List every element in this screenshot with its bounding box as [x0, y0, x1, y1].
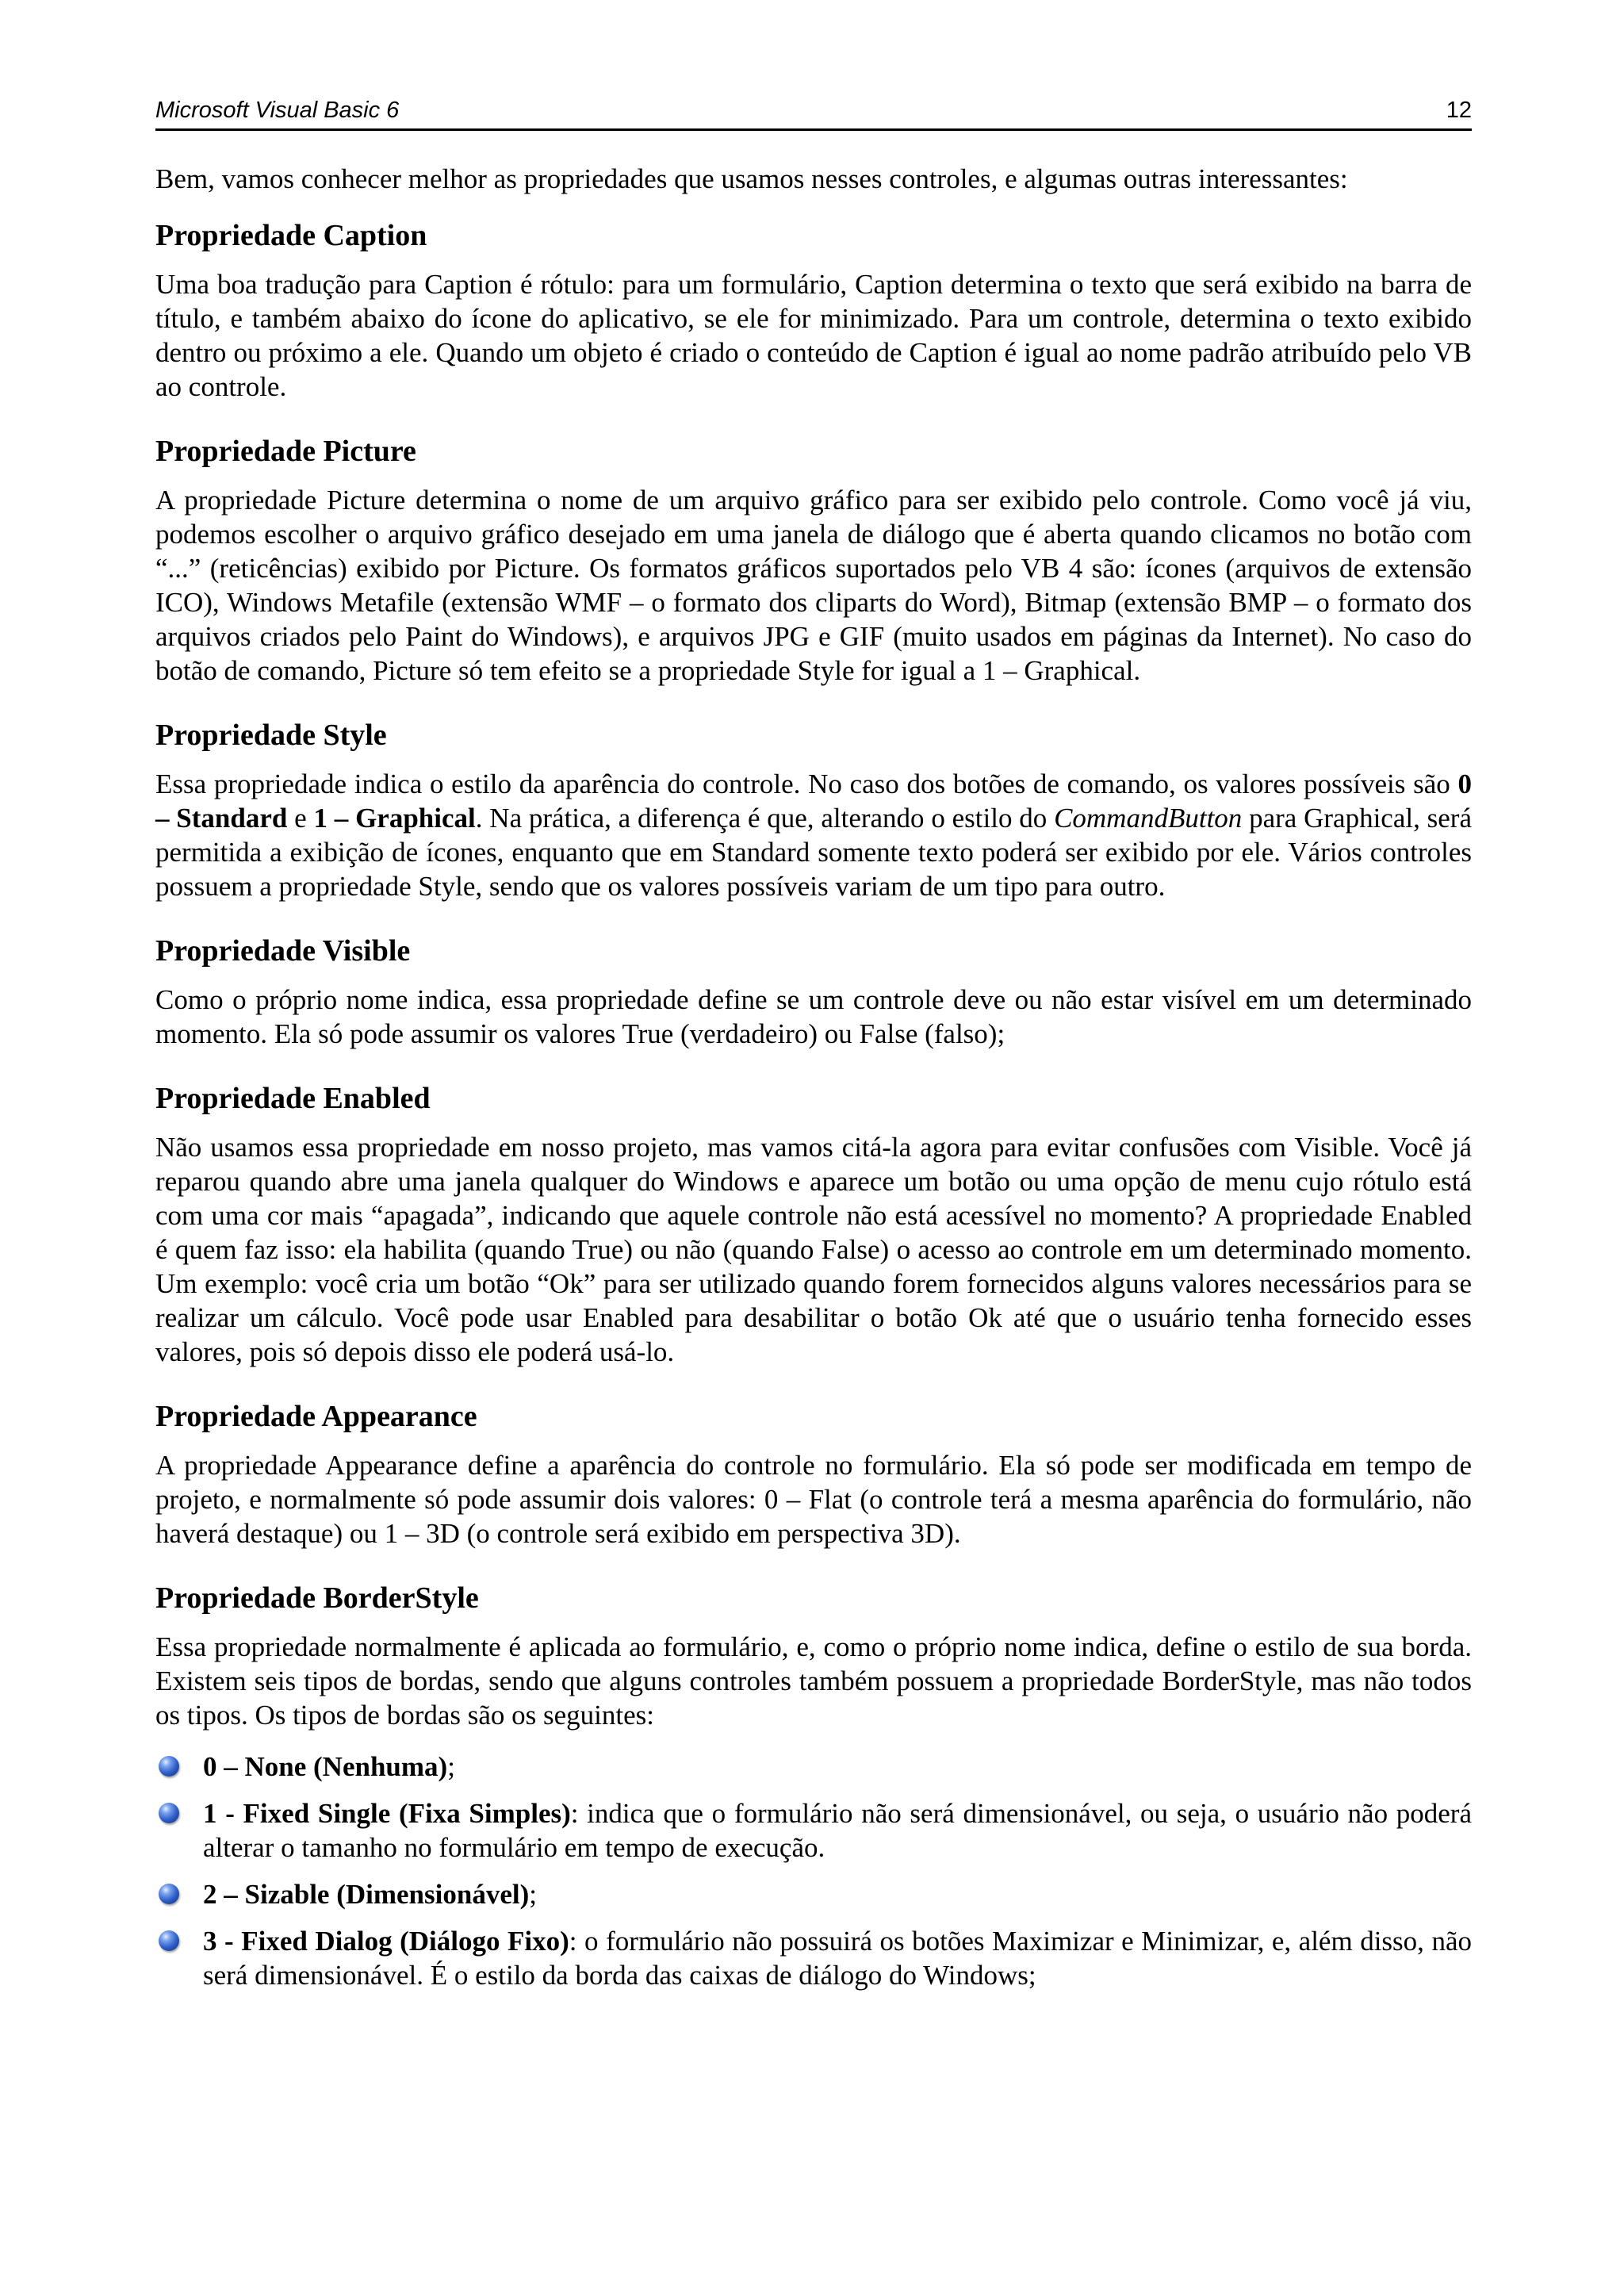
- value-graphical: 1 – Graphical: [313, 803, 476, 834]
- list-item-label: 0 – None (Nenhuma): [203, 1751, 448, 1782]
- section-borderstyle: [155, 1579, 1472, 1732]
- list-item: [155, 1796, 1472, 1865]
- section-caption: [155, 217, 1472, 404]
- section-heading: Propriedade Enabled: [155, 1082, 431, 1115]
- text-run: Essa propriedade indica o estilo da aparência do controle. No caso dos botões de comando, os valores possíveis são: [155, 769, 1458, 799]
- list-item-label: 1 - Fixed Single (Fixa Simples): [203, 1798, 571, 1829]
- blue-sphere-bullet-icon: [159, 1930, 179, 1951]
- section-heading: Propriedade Visible: [155, 934, 411, 968]
- intro-paragraph: Bem, vamos conhecer melhor as propriedades que usamos nesses controles, e algumas outras interessantes:: [155, 163, 1348, 194]
- page-header: [155, 94, 1472, 131]
- text-run: . Na prática, a diferença é que, alterando o estilo do: [475, 803, 1055, 834]
- section-paragraph: Como o próprio nome indica, essa propriedade define se um controle deve ou não estar visível em um determinado momento. Ela só pode assumir os valores True (verdadeiro) ou False (falso);: [155, 984, 1472, 1049]
- section-paragraph: Essa propriedade normalmente é aplicada ao formulário, e, como o próprio nome indica, define o estilo de sua borda. Existem seis tipos de bordas, sendo que alguns controles também possuem a propriedade BorderStyle, mas não todos os tipos. Os tipos de bordas são os seguintes:: [155, 1631, 1472, 1731]
- list-item: [155, 1924, 1472, 1992]
- list-item-text: : indica que o formulário não será dimensionável, ou seja, o usuário não poderá alterar o tamanho no formulário em tempo de execução.: [203, 1798, 1472, 1863]
- list-item-label: 3 - Fixed Dialog (Diálogo Fixo): [203, 1926, 569, 1957]
- list-item-text: : o formulário não possuirá os botões Maximizar e Minimizar, e, além disso, não será dimensionável. É o estilo da borda das caixas de diálogo do Windows;: [203, 1926, 1472, 1991]
- section-heading: Propriedade Style: [155, 719, 387, 752]
- section-paragraph: [155, 767, 1472, 903]
- list-item-text: ;: [447, 1751, 455, 1782]
- text-run: e: [287, 803, 314, 834]
- blue-sphere-bullet-icon: [159, 1803, 179, 1823]
- commandbutton-term: CommandButton: [1054, 803, 1243, 834]
- page-number: 12: [1446, 98, 1472, 123]
- section-heading: Propriedade Appearance: [155, 1400, 477, 1433]
- section-enabled: [155, 1079, 1472, 1369]
- list-item: [155, 1750, 1472, 1784]
- blue-sphere-bullet-icon: [159, 1756, 179, 1777]
- book-title: Microsoft Visual Basic 6: [155, 98, 400, 123]
- border-style-list: [155, 1750, 1472, 1992]
- section-heading: Propriedade BorderStyle: [155, 1581, 479, 1615]
- section-visible: [155, 932, 1472, 1051]
- section-paragraph: Uma boa tradução para Caption é rótulo: para um formulário, Caption determina o texto que será exibido na barra de título, e também abaixo do ícone do aplicativo, se ele for minimizado. Para um controle, determina o texto exibido dentro ou próximo a ele. Quando um objeto é criado o conteúdo de Caption é igual ao nome padrão atribuído pelo VB ao controle.: [155, 269, 1472, 402]
- list-item-label: 2 – Sizable (Dimensionável): [203, 1879, 530, 1910]
- section-heading: Propriedade Caption: [155, 219, 427, 252]
- section-picture: [155, 432, 1472, 688]
- section-paragraph: A propriedade Appearance define a aparência do controle no formulário. Ela só pode ser modificada em tempo de projeto, e normalmente só pode assumir dois valores: 0 – Flat (o controle terá a mesma aparência do formulário, não haverá destaque) ou 1 – 3D (o controle será exibido em perspectiva 3D).: [155, 1450, 1472, 1549]
- value-standard: 0 – Standard: [155, 769, 1472, 834]
- page-content: [155, 162, 1472, 2005]
- text-run: para Graphical, será permitida a exibição de ícones, enquanto que em Standard somente texto poderá ser exibido por ele. Vários controles possuem a propriedade Style, sendo que os valores possíveis variam de um tipo para outro.: [155, 803, 1472, 902]
- list-item-text: ;: [529, 1879, 537, 1910]
- section-paragraph: A propriedade Picture determina o nome de um arquivo gráfico para ser exibido pelo controle. Como você já viu, podemos escolher o arquivo gráfico desejado em uma janela de diálogo que é aberta quando clicamos no botão com “...” (reticências) exibido por Picture. Os formatos gráficos suportados pelo VB 4 são: ícones (arquivos de extensão ICO), Windows Metafile (extensão WMF – o formato dos cliparts do Word), Bitmap (extensão BMP – o formato dos arquivos criados pelo Paint do Windows), e arquivos JPG e GIF (muito usados em páginas da Internet). No caso do botão de comando, Picture só tem efeito se a propriedade Style for igual a 1 – Graphical.: [155, 485, 1472, 686]
- section-style: [155, 716, 1472, 903]
- section-heading: Propriedade Picture: [155, 435, 416, 468]
- blue-sphere-bullet-icon: [159, 1884, 179, 1904]
- section-appearance: [155, 1397, 1472, 1550]
- list-item: [155, 1877, 1472, 1911]
- section-paragraph: Não usamos essa propriedade em nosso projeto, mas vamos citá-la agora para evitar confusões com Visible. Você já reparou quando abre uma janela qualquer do Windows e aparece um botão ou uma opção de menu cujo rótulo está com uma cor mais “apagada”, indicando que aquele controle não está acessível no momento? A propriedade Enabled é quem faz isso: ela habilita (quando True) ou não (quando False) o acesso ao controle em um determinado momento. Um exemplo: você cria um botão “Ok” para ser utilizado quando forem fornecidos alguns valores necessários para se realizar um cálculo. Você pode usar Enabled para desabilitar o botão Ok até que o usuário tenha fornecido esses valores, pois só depois disso ele poderá usá-lo.: [155, 1132, 1472, 1367]
